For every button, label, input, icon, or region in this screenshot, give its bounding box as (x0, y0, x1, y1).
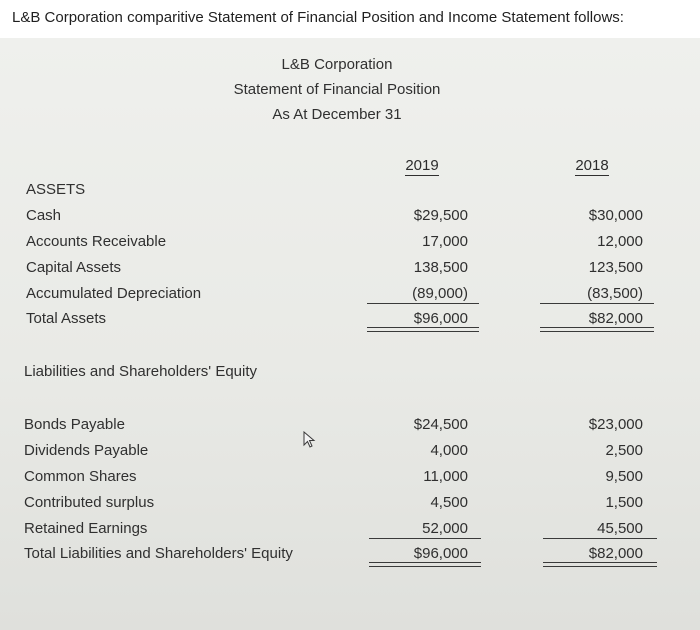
row-label: Capital Assets (26, 259, 122, 276)
subtotal-rule-2018 (543, 538, 657, 539)
value-2019: 4,000 (430, 442, 468, 459)
company-name: L&B Corporation (281, 56, 393, 73)
value-2019: $29,500 (413, 207, 468, 224)
statement-title: Statement of Financial Position (233, 81, 441, 98)
value-2018: 12,000 (597, 233, 643, 250)
value-2019: (89,000) (412, 285, 468, 302)
total-double-rule-2019 (367, 327, 479, 332)
value-2018: $82,000 (588, 310, 643, 327)
row-label: Total Liabilities and Shareholders' Equity (24, 545, 293, 562)
value-2019: 17,000 (422, 233, 468, 250)
value-2019: $96,000 (413, 545, 468, 562)
subtotal-rule-2018 (540, 303, 654, 304)
value-2019: 52,000 (422, 520, 468, 537)
value-2018: 1,500 (605, 494, 643, 511)
value-2018: 45,500 (597, 520, 643, 537)
year-header-2018: 2018 (575, 157, 609, 174)
row-label: Retained Earnings (24, 520, 148, 537)
row-label: Total Assets (26, 310, 107, 327)
value-2018: $30,000 (588, 207, 643, 224)
row-label: Cash (26, 207, 62, 224)
value-2018: 2,500 (605, 442, 643, 459)
row-label: Accounts Receivable (26, 233, 167, 250)
value-2018: 123,500 (588, 259, 643, 276)
value-2018: $23,000 (588, 416, 643, 433)
subtotal-rule-2019 (369, 538, 481, 539)
total-double-rule-2018 (540, 327, 654, 332)
value-2018: $82,000 (588, 545, 643, 562)
value-2019: 138,500 (413, 259, 468, 276)
total-double-rule-2018 (543, 562, 657, 567)
row-label: Dividends Payable (24, 442, 149, 459)
value-2018: 9,500 (605, 468, 643, 485)
question-header-bar (0, 0, 700, 38)
liabilities-heading: Liabilities and Shareholders' Equity (24, 363, 258, 380)
row-label: Common Shares (24, 468, 137, 485)
value-2019: $96,000 (413, 310, 468, 327)
value-2019: $24,500 (413, 416, 468, 433)
total-double-rule-2019 (369, 562, 481, 567)
row-label: Accumulated Depreciation (26, 285, 202, 302)
value-2019: 4,500 (430, 494, 468, 511)
mouse-pointer-icon (303, 431, 317, 449)
question-intro-text: L&B Corporation comparitive Statement of Financial Position and Income Statement follows: (12, 9, 624, 26)
statement-photo (0, 38, 700, 630)
row-label: Contributed surplus (24, 494, 155, 511)
subtotal-rule-2019 (367, 303, 479, 304)
value-2018: (83,500) (587, 285, 643, 302)
statement-date: As At December 31 (272, 106, 402, 123)
assets-heading: ASSETS (26, 181, 86, 198)
year-header-2019: 2019 (405, 157, 439, 174)
value-2019: 11,000 (423, 468, 468, 485)
row-label: Bonds Payable (24, 416, 125, 433)
